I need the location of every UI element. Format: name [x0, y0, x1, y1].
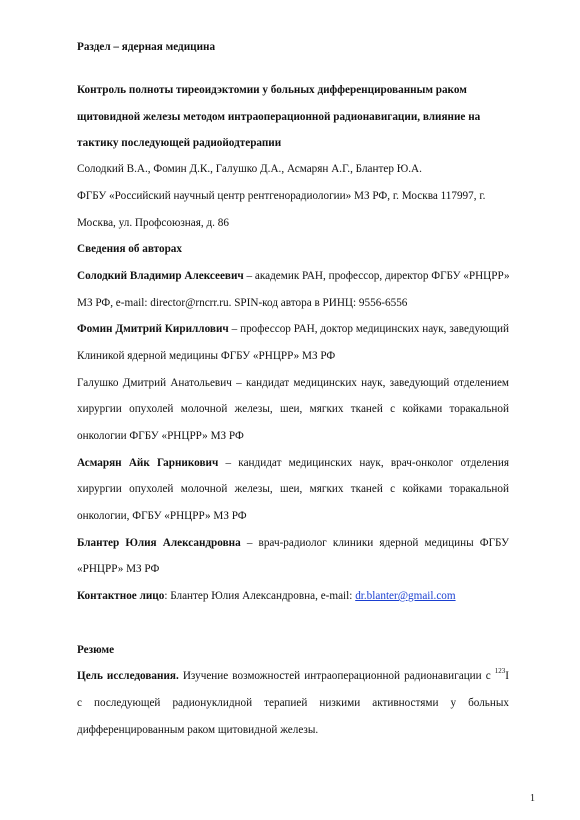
author3-line-3: онкологии ФГБУ «РНЦРР» МЗ РФ: [77, 430, 244, 442]
title-line-3: тактику последующей радиойодтерапии: [77, 137, 282, 149]
author3-line-1: Галушко Дмитрий Анатольевич – кандидат медицинских наук, заведующий отделением: [77, 377, 509, 389]
author5-line-2: «РНЦРР» МЗ РФ: [77, 563, 160, 575]
author3-line-2: хирургии опухолей молочной железы, шеи, мягких тканей с койками торакальной: [77, 403, 509, 415]
page-number: 1: [530, 793, 535, 804]
author1-role: – академик РАН, профессор, директор ФГБУ «РНЦРР»: [243, 270, 510, 282]
author1-name: Солодкий Владимир Алексеевич: [77, 270, 244, 282]
contact-text: : Блантер Юлия Александровна, e-mail:: [164, 590, 356, 602]
summary-heading: Резюме: [77, 644, 115, 656]
aim-text: Изучение возможностей интраоперационной радионавигации с: [178, 670, 495, 682]
isotope-element: I: [505, 670, 509, 682]
aim-line-2: с последующей радионуклидной терапией низкими активностями у больных: [77, 697, 509, 709]
author2-line-2: Клиникой ядерной медицины ФГБУ «РНЦРР» МЗ РФ: [77, 350, 336, 362]
authors-info-heading: Сведения об авторах: [77, 243, 182, 255]
author4-role: – кандидат медицинских наук, врач-онколог отделения: [218, 457, 509, 469]
author2-role: – профессор РАН, доктор медицинских наук, заведующий: [228, 323, 509, 335]
aim-line-3: дифференцированным раком щитовидной железы.: [77, 724, 319, 736]
aim-line-1: [77, 669, 509, 685]
aim-label: Цель исследования.: [77, 670, 179, 682]
contact-line: [77, 589, 509, 604]
isotope-superscript: 123: [494, 667, 506, 675]
author5-line-1: [77, 536, 509, 551]
contact-email-link[interactable]: dr.blanter@gmail.com: [355, 590, 456, 602]
author5-role: – врач-радиолог клиники ядерной медицины ФГБУ: [240, 537, 509, 549]
author4-line-1: [77, 456, 509, 471]
authors-list: Солодкий В.А., Фомин Д.К., Галушко Д.А., Асмарян А.Г., Блантер Ю.А.: [77, 163, 422, 175]
title-line-2: щитовидной железы методом интраоперационной радионавигации, влияние на: [77, 111, 481, 123]
author1-line-1: [77, 269, 509, 284]
author4-line-2: хирургии опухолей молочной железы, шеи, мягких тканей с койками торакальной: [77, 483, 509, 495]
author2-line-1: [77, 322, 509, 337]
section-heading: Раздел – ядерная медицина: [77, 41, 216, 53]
affiliation-line-1: ФГБУ «Российский научный центр рентгенорадиологии» МЗ РФ, г. Москва 117997, г.: [77, 190, 486, 202]
author4-line-3: онкологии, ФГБУ «РНЦРР» МЗ РФ: [77, 510, 247, 522]
author1-line-2: МЗ РФ, e-mail: director@rncrr.ru. SPIN-код автора в РИНЦ: 9556-6556: [77, 297, 408, 309]
author5-name: Блантер Юлия Александровна: [77, 537, 241, 549]
contact-label: Контактное лицо: [77, 590, 165, 602]
author2-name: Фомин Дмитрий Кириллович: [77, 323, 229, 335]
title-line-1: Контроль полноты тиреоидэктомии у больных дифференцированным раком: [77, 84, 467, 96]
author4-name: Асмарян Айк Гарникович: [77, 457, 219, 469]
affiliation-line-2: Москва, ул. Профсоюзная, д. 86: [77, 217, 229, 229]
